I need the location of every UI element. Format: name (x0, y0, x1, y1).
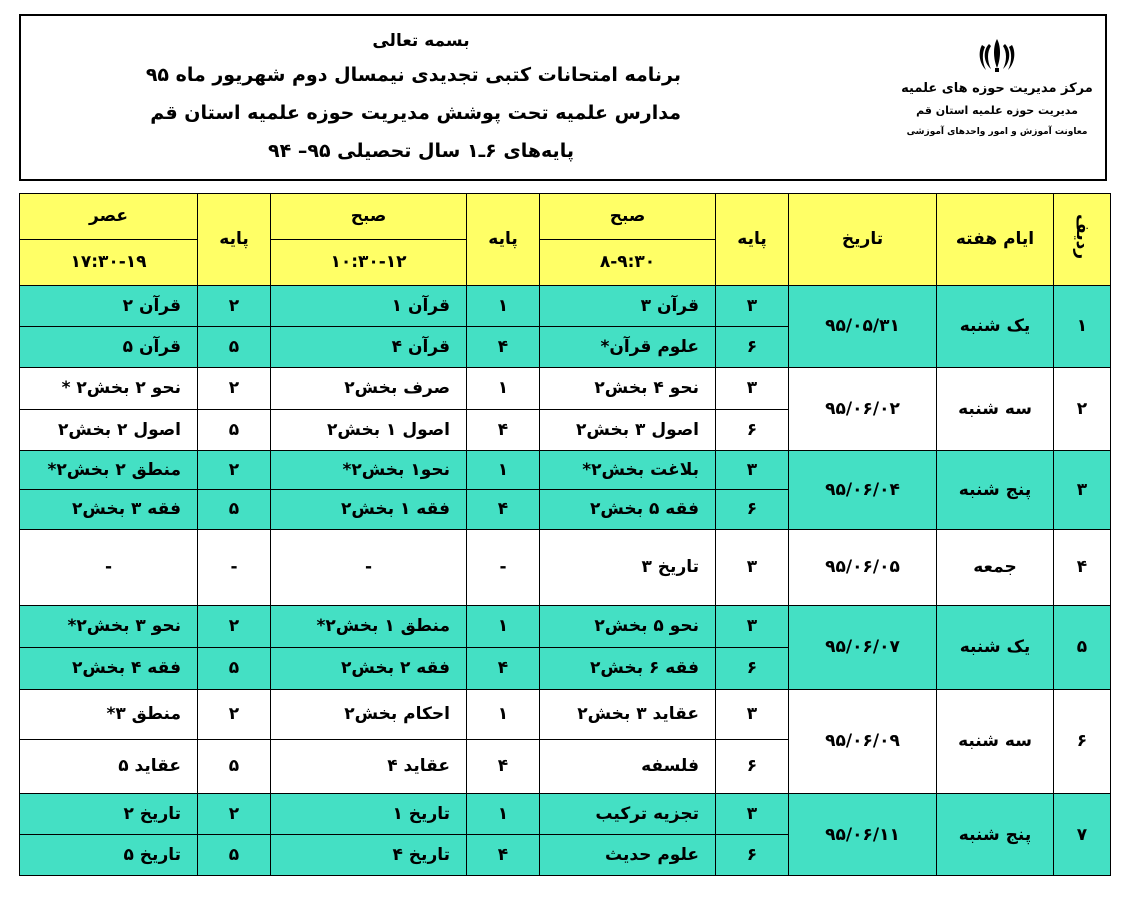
header-paye-3: پایه (198, 194, 271, 286)
row-number: ۴ (1054, 529, 1111, 605)
table-row (20, 689, 1111, 739)
exam-date: ۹۵/۰۶/۱۱ (789, 794, 937, 876)
day-of-week: سه شنبه (937, 689, 1054, 794)
exam-schedule-table (19, 193, 1111, 876)
org-line-2: مدیریت حوزه علمیه استان قم (916, 104, 1078, 117)
table-row (20, 794, 1111, 834)
day-of-week: پنج شنبه (937, 794, 1054, 876)
subject-cell: علوم حدیث (540, 834, 716, 876)
header-date: تاریخ (789, 194, 937, 286)
subject-cell: منطق ۲ بخش۲* (20, 451, 198, 490)
subject-cell: فلسفه (540, 739, 716, 793)
paye-cell: ۵ (198, 326, 271, 367)
org-line-3: معاونت آموزش و امور واحدهای آموزشی (906, 127, 1088, 137)
subject-cell: اصول ۱ بخش۲ (271, 409, 467, 450)
paye-cell: ۴ (467, 326, 540, 367)
paye-cell: ۱ (467, 451, 540, 490)
title-line-1: بسمه تعالی (372, 31, 470, 51)
exam-date: ۹۵/۰۶/۰۲ (789, 368, 937, 451)
header-radif: ردیف (1054, 194, 1111, 286)
subject-cell: اصول ۲ بخش۲ (20, 409, 198, 450)
title-line-2: برنامه امتحانات کتبی تجدیدی نیمسال دوم شهریور ماه ۹۵ (145, 64, 681, 86)
subject-cell: فقه ۳ بخش۲ (20, 490, 198, 529)
subject-cell: قرآن ۲ (20, 285, 198, 326)
header-session-3-time: ۱۷:۳۰-۱۹ (20, 239, 198, 285)
paye-cell: ۱ (467, 368, 540, 409)
header-session-2-time: ۱۰:۳۰-۱۲ (271, 239, 467, 285)
title-line-3: مدارس علمیه تحت پوشش مدیریت حوزه علمیه استان قم (150, 102, 681, 124)
row-number: ۵ (1054, 605, 1111, 689)
paye-cell: ۵ (198, 648, 271, 689)
paye-cell: ۶ (716, 834, 789, 876)
subject-cell: قرآن ۵ (20, 326, 198, 367)
subject-cell: تاریخ ۵ (20, 834, 198, 876)
paye-cell: ۳ (716, 285, 789, 326)
subject-cell: منطق ۱ بخش۲* (271, 605, 467, 647)
subject-cell: قرآن ۱ (271, 285, 467, 326)
header-session-3-name: عصر (20, 194, 198, 240)
paye-cell: ۶ (716, 739, 789, 793)
subject-cell: عقاید ۵ (20, 739, 198, 793)
day-of-week: یک شنبه (937, 605, 1054, 689)
paye-cell: ۴ (467, 834, 540, 876)
header-session-1-name: صبح (540, 194, 716, 240)
row-number: ۷ (1054, 794, 1111, 876)
header-paye-2: پایه (467, 194, 540, 286)
row-number: ۳ (1054, 451, 1111, 529)
day-of-week: پنج شنبه (937, 451, 1054, 529)
subject-cell: عقاید ۴ (271, 739, 467, 793)
paye-cell: ۳ (716, 451, 789, 490)
paye-cell: ۳ (716, 529, 789, 605)
subject-cell: فقه ۴ بخش۲ (20, 648, 198, 689)
row-number: ۶ (1054, 689, 1111, 794)
subject-cell: علوم قرآن* (540, 326, 716, 367)
subject-cell: تاریخ ۴ (271, 834, 467, 876)
paye-cell: ۵ (198, 409, 271, 450)
paye-cell: ۵ (198, 490, 271, 529)
paye-cell: ۴ (467, 648, 540, 689)
header-paye-1: پایه (716, 194, 789, 286)
paye-cell: ۴ (467, 490, 540, 529)
paye-cell: ۱ (467, 689, 540, 739)
exam-date: ۹۵/۰۶/۰۴ (789, 451, 937, 529)
paye-cell: ۶ (716, 409, 789, 450)
subject-cell: تاریخ ۱ (271, 794, 467, 834)
day-of-week: سه شنبه (937, 368, 1054, 451)
title-line-4: پایه‌های ۶ـ۱ سال تحصیلی ۹۵– ۹۴ (268, 140, 574, 162)
subject-cell: - (20, 529, 198, 605)
subject-cell: فقه ۲ بخش۲ (271, 648, 467, 689)
paye-cell: ۳ (716, 368, 789, 409)
table-row (20, 285, 1111, 326)
iran-emblem-icon (977, 36, 1017, 74)
paye-cell: ۳ (716, 689, 789, 739)
title-block (145, 26, 681, 170)
exam-date: ۹۵/۰۶/۰۹ (789, 689, 937, 794)
paye-cell: ۵ (198, 834, 271, 876)
day-of-week: یک شنبه (937, 285, 1054, 368)
subject-cell: نحو۱ بخش۲* (271, 451, 467, 490)
paye-cell: ۲ (198, 794, 271, 834)
table-row (20, 529, 1111, 605)
paye-cell: ۲ (198, 368, 271, 409)
paye-cell: ۲ (198, 605, 271, 647)
subject-cell: فقه ۱ بخش۲ (271, 490, 467, 529)
subject-cell: فقه ۶ بخش۲ (540, 648, 716, 689)
paye-cell: ۳ (716, 605, 789, 647)
paye-cell: ۲ (198, 689, 271, 739)
subject-cell: صرف بخش۲ (271, 368, 467, 409)
paye-cell: - (467, 529, 540, 605)
exam-date: ۹۵/۰۶/۰۵ (789, 529, 937, 605)
paye-cell: - (198, 529, 271, 605)
subject-cell: تاریخ ۲ (20, 794, 198, 834)
paye-cell: ۴ (467, 739, 540, 793)
table-row (20, 368, 1111, 409)
row-number: ۱ (1054, 285, 1111, 368)
subject-cell: منطق ۳* (20, 689, 198, 739)
paye-cell: ۶ (716, 648, 789, 689)
row-number: ۲ (1054, 368, 1111, 451)
subject-cell: تجزیه ترکیب (540, 794, 716, 834)
subject-cell: نحو ۲ بخش۲ * (20, 368, 198, 409)
paye-cell: ۱ (467, 285, 540, 326)
paye-cell: ۲ (198, 451, 271, 490)
subject-cell: احکام بخش۲ (271, 689, 467, 739)
paye-cell: ۶ (716, 490, 789, 529)
header-session-2-name: صبح (271, 194, 467, 240)
subject-cell: فقه ۵ بخش۲ (540, 490, 716, 529)
subject-cell: نحو ۵ بخش۲ (540, 605, 716, 647)
subject-cell: عقاید ۳ بخش۲ (540, 689, 716, 739)
exam-date: ۹۵/۰۶/۰۷ (789, 605, 937, 689)
subject-cell: بلاغت بخش۲* (540, 451, 716, 490)
paye-cell: ۲ (198, 285, 271, 326)
paye-cell: ۵ (198, 739, 271, 793)
subject-cell: نحو ۴ بخش۲ (540, 368, 716, 409)
org-line-1: مرکز مدیریت حوزه های علمیه (901, 81, 1093, 96)
subject-cell: - (271, 529, 467, 605)
table-row (20, 451, 1111, 490)
subject-cell: قرآن ۴ (271, 326, 467, 367)
table-row (20, 605, 1111, 647)
paye-cell: ۱ (467, 794, 540, 834)
header-session-1-time: ۸-۹:۳۰ (540, 239, 716, 285)
subject-cell: نحو ۳ بخش۲* (20, 605, 198, 647)
header-box (19, 14, 1107, 181)
org-block (897, 36, 1097, 142)
paye-cell: ۴ (467, 409, 540, 450)
subject-cell: قرآن ۳ (540, 285, 716, 326)
header-day: ایام هفته (937, 194, 1054, 286)
subject-cell: اصول ۳ بخش۲ (540, 409, 716, 450)
subject-cell: تاریخ ۳ (540, 529, 716, 605)
paye-cell: ۶ (716, 326, 789, 367)
paye-cell: ۱ (467, 605, 540, 647)
exam-date: ۹۵/۰۵/۳۱ (789, 285, 937, 368)
paye-cell: ۳ (716, 794, 789, 834)
day-of-week: جمعه (937, 529, 1054, 605)
